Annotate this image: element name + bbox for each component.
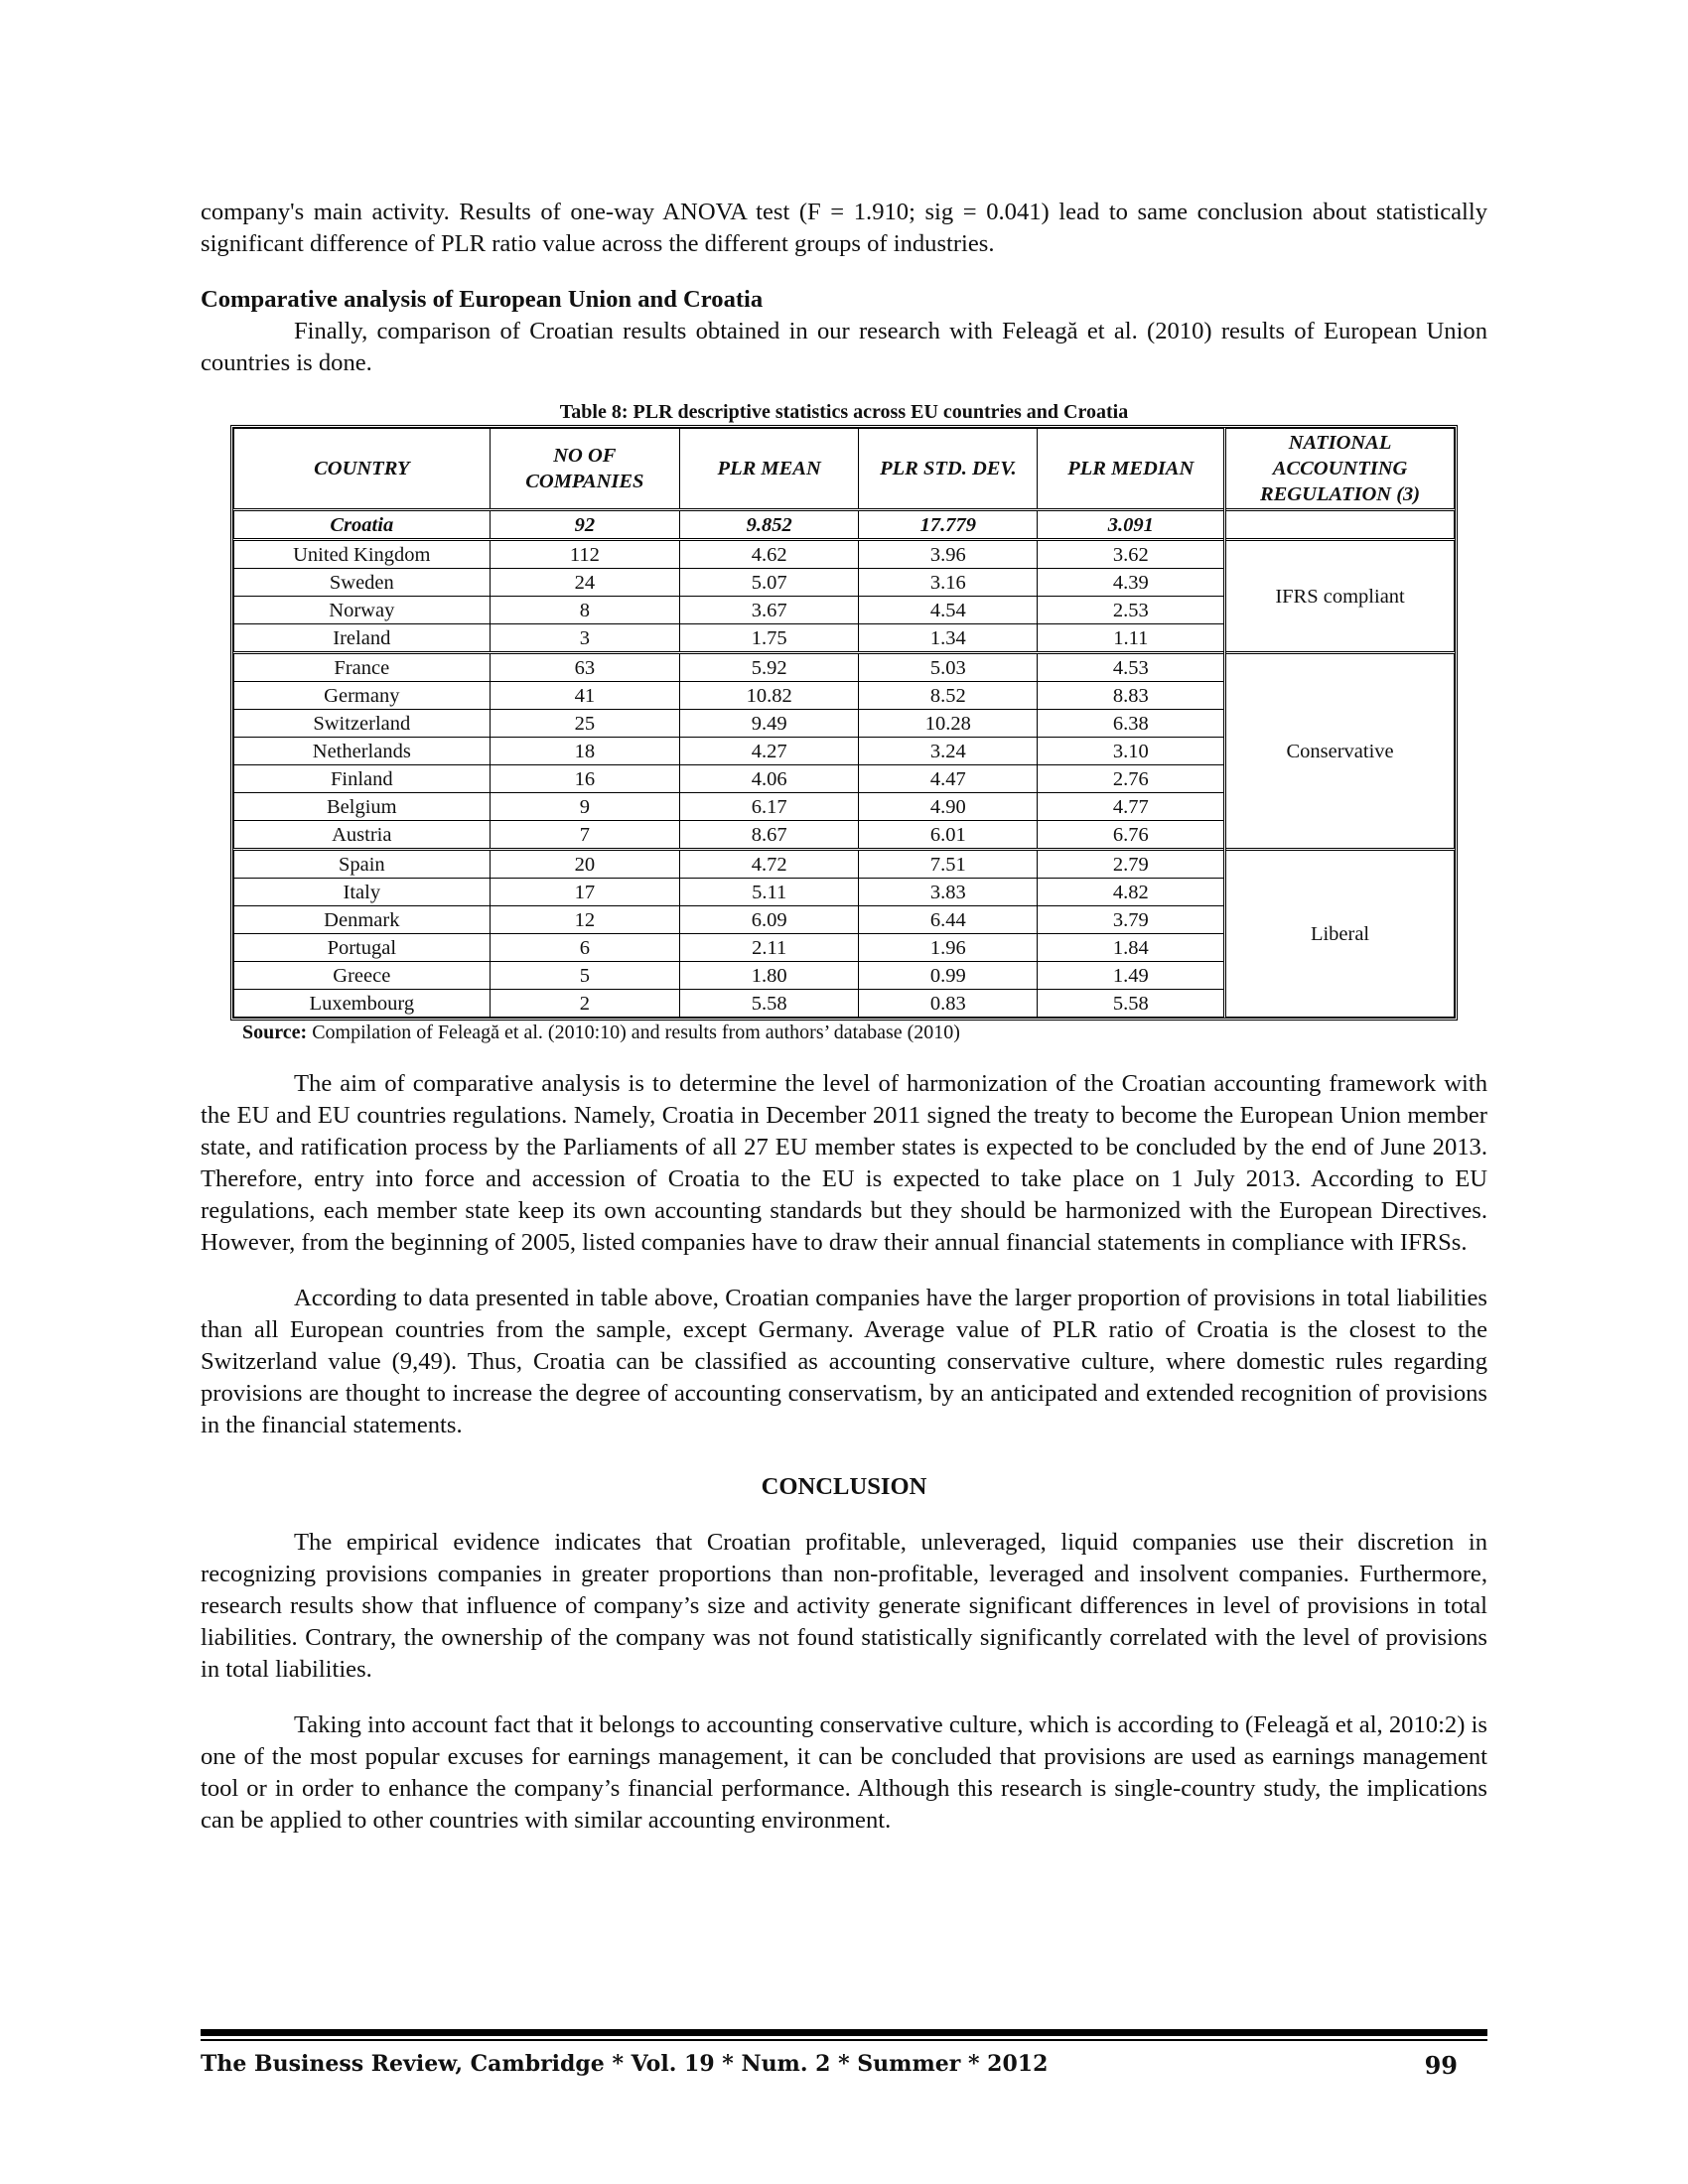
cell-std: 8.52 [859, 682, 1038, 710]
cell-country: Sweden [234, 569, 491, 597]
cell-companies: 16 [490, 765, 679, 793]
table-row [234, 850, 1455, 879]
cell-std: 4.54 [859, 597, 1038, 624]
cell-regulation: Liberal [1225, 850, 1455, 1018]
paragraph: company's main activity. Results of one-way ANOVA test (F = 1.910; sig = 0.041) lead to same conclusion about statistically significant difference of PLR ratio value across the different groups of industries. [201, 199, 1487, 257]
cell-companies: 12 [490, 906, 679, 934]
cell-median: 5.58 [1038, 990, 1225, 1018]
cell-mean: 1.80 [680, 962, 859, 990]
paragraph: Finally, comparison of Croatian results obtained in our research with Feleagă et al. (2010) results of European Union countries is done. [201, 318, 1487, 376]
cell-regulation-empty [1225, 510, 1455, 540]
paragraph: The empirical evidence indicates that Croatian profitable, unleveraged, liquid companies use their discretion in recognizing provisions companies in greater proportions than non-profitable, leveraged and insolvent companies. Furthermore, research results show that influence of company’s size and activity generate significant differences in level of provisions in total liabilities. Contrary, the ownership of the company was not found statistically significantly correlated with the level of provisions in total liabilities. [201, 1529, 1487, 1683]
cell-median: 3.79 [1038, 906, 1225, 934]
cell-companies: 17 [490, 879, 679, 906]
cell-std: 3.16 [859, 569, 1038, 597]
footer-text [201, 2051, 1487, 2080]
cell-median: 1.49 [1038, 962, 1225, 990]
cell-companies: 8 [490, 597, 679, 624]
cell-std: 6.44 [859, 906, 1038, 934]
cell-std: 0.83 [859, 990, 1038, 1018]
source-text: Compilation of Feleagă et al. (2010:10) and results from authors’ database (2010) [307, 1022, 960, 1043]
table-body [234, 510, 1455, 1018]
footer-rule-thin [201, 2039, 1487, 2041]
footer-rule [201, 2029, 1487, 2036]
table-row-croatia [234, 510, 1455, 540]
cell-country: Switzerland [234, 710, 491, 738]
cell-median: 6.38 [1038, 710, 1225, 738]
table-row [234, 540, 1455, 569]
cell-std: 10.28 [859, 710, 1038, 738]
cell-std: 3.24 [859, 738, 1038, 765]
header-median: PLR MEDIAN [1038, 429, 1225, 510]
table-caption: Table 8: PLR descriptive statistics across EU countries and Croatia [559, 401, 1129, 423]
header-country: COUNTRY [234, 429, 491, 510]
paragraph: According to data presented in table above, Croatian companies have the larger proportion of provisions in total liabilities than all European countries from the sample, except Germany. Average value of PLR ratio of Croatia is the closest to the Switzerland value (9,49). Thus, Croatia can be classified as accounting conservative culture, where domestic rules regarding provisions are thought to increase the degree of accounting conservatism, by an anticipated and extended recognition of provisions in the financial statements. [201, 1285, 1487, 1438]
paragraph: Taking into account fact that it belongs to accounting conservative culture, which is according to (Feleagă et al, 2010:2) is one of the most popular excuses for earnings management, it can be concluded that provisions are used as earnings management tool or in order to enhance the company’s financial performance. Although this research is single-country study, the implications can be applied to other countries with similar accounting environment. [201, 1711, 1487, 1834]
cell-country: France [234, 653, 491, 682]
table-row [234, 653, 1455, 682]
cell-country: Luxembourg [234, 990, 491, 1018]
cell-companies: 3 [490, 624, 679, 653]
source-label: Source: [242, 1022, 308, 1043]
section-heading: Comparative analysis of European Union and Croatia [201, 286, 764, 313]
cell-mean: 3.67 [680, 597, 859, 624]
cell-mean: 10.82 [680, 682, 859, 710]
cell-companies: 7 [490, 821, 679, 850]
page-content [201, 197, 1487, 1837]
cell-mean: 6.09 [680, 906, 859, 934]
cell-country: United Kingdom [234, 540, 491, 569]
cell-mean: 4.62 [680, 540, 859, 569]
cell-mean: 9.49 [680, 710, 859, 738]
cell-median: 4.53 [1038, 653, 1225, 682]
cell-median: 2.79 [1038, 850, 1225, 879]
table-8 [230, 401, 1458, 1044]
cell-country: Netherlands [234, 738, 491, 765]
page-number: 99 [1424, 2051, 1458, 2080]
cell-std: 7.51 [859, 850, 1038, 879]
cell-companies: 24 [490, 569, 679, 597]
cell-companies: 92 [490, 510, 679, 540]
cell-std: 6.01 [859, 821, 1038, 850]
cell-regulation: IFRS compliant [1225, 540, 1455, 653]
cell-median: 2.76 [1038, 765, 1225, 793]
cell-companies: 20 [490, 850, 679, 879]
cell-mean: 5.58 [680, 990, 859, 1018]
cell-median: 4.82 [1038, 879, 1225, 906]
cell-mean: 9.852 [680, 510, 859, 540]
cell-median: 1.84 [1038, 934, 1225, 962]
cell-country: Norway [234, 597, 491, 624]
cell-median: 1.11 [1038, 624, 1225, 653]
cell-companies: 5 [490, 962, 679, 990]
cell-country: Greece [234, 962, 491, 990]
cell-country: Austria [234, 821, 491, 850]
cell-companies: 9 [490, 793, 679, 821]
page-footer [201, 2029, 1487, 2080]
cell-std: 4.47 [859, 765, 1038, 793]
conclusion-heading: CONCLUSION [761, 1473, 927, 1500]
cell-country: Italy [234, 879, 491, 906]
cell-std: 3.83 [859, 879, 1038, 906]
cell-median: 4.77 [1038, 793, 1225, 821]
cell-country: Ireland [234, 624, 491, 653]
cell-mean: 2.11 [680, 934, 859, 962]
cell-median: 3.10 [1038, 738, 1225, 765]
cell-median: 4.39 [1038, 569, 1225, 597]
cell-std: 4.90 [859, 793, 1038, 821]
cell-companies: 112 [490, 540, 679, 569]
paragraph: The aim of comparative analysis is to determine the level of harmonization of the Croatian accounting framework with the EU and EU countries regulations. Namely, Croatia in December 2011 signed the treaty to become the European Union member state, and ratification process by the Parliaments of all 27 EU member states is expected to be concluded by the end of June 2013. Therefore, entry into force and accession of Croatia to the EU is expected to take place on 1 July 2013. According to EU regulations, each member state keep its own accounting standards but they should be harmonized with the European Directives. However, from the beginning of 2005, listed companies have to draw their annual financial statements in compliance with IFRSs. [201, 1070, 1487, 1256]
header-companies: NO OF COMPANIES [490, 429, 679, 510]
cell-std: 17.779 [859, 510, 1038, 540]
cell-companies: 6 [490, 934, 679, 962]
cell-companies: 25 [490, 710, 679, 738]
cell-companies: 18 [490, 738, 679, 765]
cell-median: 3.091 [1038, 510, 1225, 540]
cell-mean: 5.11 [680, 879, 859, 906]
cell-country: Portugal [234, 934, 491, 962]
cell-std: 3.96 [859, 540, 1038, 569]
cell-std: 5.03 [859, 653, 1038, 682]
cell-country: Croatia [234, 510, 491, 540]
cell-median: 6.76 [1038, 821, 1225, 850]
cell-std: 0.99 [859, 962, 1038, 990]
cell-std: 1.96 [859, 934, 1038, 962]
cell-std: 1.34 [859, 624, 1038, 653]
cell-country: Germany [234, 682, 491, 710]
cell-mean: 5.07 [680, 569, 859, 597]
table-header-row [234, 429, 1455, 510]
cell-country: Finland [234, 765, 491, 793]
cell-mean: 4.27 [680, 738, 859, 765]
cell-companies: 2 [490, 990, 679, 1018]
cell-median: 2.53 [1038, 597, 1225, 624]
table-frame [230, 425, 1458, 1021]
cell-mean: 5.92 [680, 653, 859, 682]
plr-statistics-table [233, 428, 1455, 1018]
cell-companies: 41 [490, 682, 679, 710]
cell-country: Belgium [234, 793, 491, 821]
journal-citation: The Business Review, Cambridge * Vol. 19 * Num. 2 * Summer * 2012 [201, 2051, 1049, 2077]
header-mean: PLR MEAN [680, 429, 859, 510]
cell-country: Spain [234, 850, 491, 879]
cell-regulation: Conservative [1225, 653, 1455, 850]
cell-median: 8.83 [1038, 682, 1225, 710]
cell-mean: 1.75 [680, 624, 859, 653]
cell-mean: 4.06 [680, 765, 859, 793]
cell-median: 3.62 [1038, 540, 1225, 569]
cell-country: Denmark [234, 906, 491, 934]
cell-mean: 8.67 [680, 821, 859, 850]
cell-companies: 63 [490, 653, 679, 682]
header-std: PLR STD. DEV. [859, 429, 1038, 510]
cell-mean: 6.17 [680, 793, 859, 821]
table-source [230, 1021, 1458, 1044]
header-regulation: NATIONAL ACCOUNTING REGULATION (3) [1225, 429, 1455, 510]
cell-mean: 4.72 [680, 850, 859, 879]
